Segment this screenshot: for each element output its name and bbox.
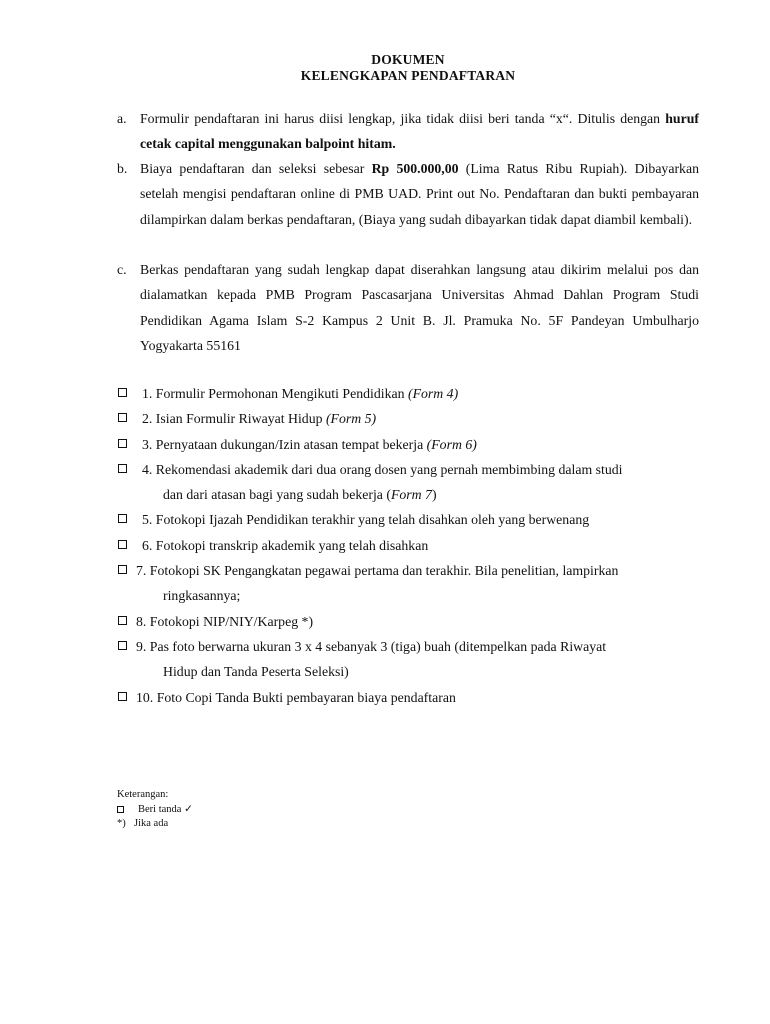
instruction-text: Formulir pendaftaran ini harus diisi lengkap, jika tidak diisi beri tanda “x“. Ditulis dengan [140, 111, 666, 126]
checklist-item-text: 10. Foto Copi Tanda Bukti pembayaran biaya pendaftaran [136, 689, 456, 705]
legend-checkbox-text: Beri tanda ✓ [138, 803, 193, 815]
checklist-item-text: 9. Pas foto berwarna ukuran 3 x 4 sebanyak 3 (tiga) buah (ditempelkan pada Riwayat [136, 638, 607, 654]
item-continuation-text: dan dari atasan bagi yang sudah bekerja ( [163, 487, 391, 503]
checklist-item-text: 5. Fotokopi Ijazah Pendidikan terakhir yang telah disahkan oleh yang berwenang [142, 512, 590, 528]
checkbox[interactable] [118, 565, 127, 574]
checklist-item [117, 533, 702, 558]
legend-asterisk: *) [117, 818, 126, 829]
checklist-item [117, 457, 702, 508]
checklist-item-text [142, 432, 702, 457]
instruction-body [140, 106, 699, 157]
checkbox[interactable] [118, 692, 127, 701]
checklist-item-text: 4. Rekomendasi akademik dari dua orang dosen yang pernah membimbing dalam studi [142, 461, 623, 477]
checkbox[interactable] [118, 540, 127, 549]
checkbox[interactable] [118, 413, 127, 422]
checkbox[interactable] [118, 616, 127, 625]
instruction-text: Biaya pendaftaran dan seleksi sebesar [140, 161, 372, 176]
checklist-item-text [142, 381, 702, 406]
checkbox[interactable] [118, 439, 127, 448]
instruction-b [117, 156, 699, 232]
checkbox[interactable] [118, 641, 127, 650]
legend-heading: Keterangan: [117, 789, 169, 800]
checklist-item [117, 558, 702, 609]
checklist-item [117, 507, 702, 532]
legend-checkbox-icon [117, 806, 124, 813]
item-label: 2. Isian Formulir Riwayat Hidup [142, 411, 326, 427]
instruction-marker: a. [117, 111, 127, 126]
instruction-a [117, 106, 699, 157]
instruction-marker: c. [117, 262, 127, 277]
checklist-item [117, 685, 702, 710]
item-label: 1. Formulir Permohonan Mengikuti Pendidikan [142, 386, 408, 401]
instruction-c [117, 257, 699, 358]
item-form-ref: (Form 5) [325, 411, 377, 427]
instruction-body [140, 156, 699, 232]
instruction-text-end: (Lima Ratus Ribu Rupiah). Dibayarkan setelah mengisi pendaftaran online di PMB UAD. Print out No. Pendaftaran dan bukti pembayaran dilampirkan dalam berkas pendaftaran, (Biaya yang sudah dibayarkan tidak dapat diambil kembali). [140, 161, 699, 227]
instruction-bold-text: Rp 500.000,00 [371, 161, 459, 176]
item-form-ref: (Form 6) [426, 436, 477, 452]
legend-row-checkbox [117, 803, 193, 818]
checklist-item-text: 7. Fotokopi SK Pengangkatan pegawai pertama dan terakhir. Bila penelitian, lampirkan [136, 563, 619, 579]
instruction-body: Berkas pendaftaran yang sudah lengkap dapat diserahkan langsung atau dikirim melalui pos dan dialamatkan kepada PMB Program Pascasarjana Universitas Ahmad Dahlan Program Studi Pendidikan Agama Islam S-2 Kampus 2 Unit B. Jl. Pramuka No. 5F Pandeyan Umbulharjo Yogyakarta 55161 [140, 262, 699, 353]
instruction-text-end: . [392, 136, 396, 152]
checklist-item-continuation: ringkasannya; [163, 588, 241, 604]
item-form-ref: (Form 4) [407, 386, 459, 401]
checklist-item-text [142, 406, 702, 431]
checklist-item-text: 8. Fotokopi NIP/NIY/Karpeg *) [136, 613, 314, 629]
checklist-item-text: 6. Fotokopi transkrip akademik yang telah disahkan [142, 537, 429, 553]
legend-asterisk-text: Jika ada [134, 818, 169, 829]
checklist-item [117, 381, 702, 406]
item-continuation-end: ) [431, 487, 437, 503]
checkbox[interactable] [118, 514, 127, 523]
checklist-item [117, 432, 702, 457]
checklist-item-continuation [163, 482, 702, 507]
checkbox[interactable] [118, 464, 127, 473]
document-checklist [117, 381, 702, 710]
checklist-item [117, 634, 702, 685]
document-title-line2: KELENGKAPAN PENDAFTARAN [300, 68, 516, 83]
legend-row-asterisk [117, 817, 193, 832]
checklist-item [117, 406, 702, 431]
item-form-ref: Form 7 [390, 487, 432, 503]
checklist-item [117, 609, 702, 634]
legend-notes [117, 788, 193, 832]
instruction-bold-text: huruf cetak capital menggunakan balpoint hitam [140, 111, 699, 152]
document-title-line1: DOKUMEN [371, 52, 445, 67]
checklist-item-continuation: Hidup dan Tanda Peserta Seleksi) [163, 664, 349, 680]
instruction-marker: b. [117, 161, 128, 176]
item-label: 3. Pernyataan dukungan/Izin atasan tempat bekerja [142, 436, 427, 452]
checkbox[interactable] [118, 388, 127, 397]
